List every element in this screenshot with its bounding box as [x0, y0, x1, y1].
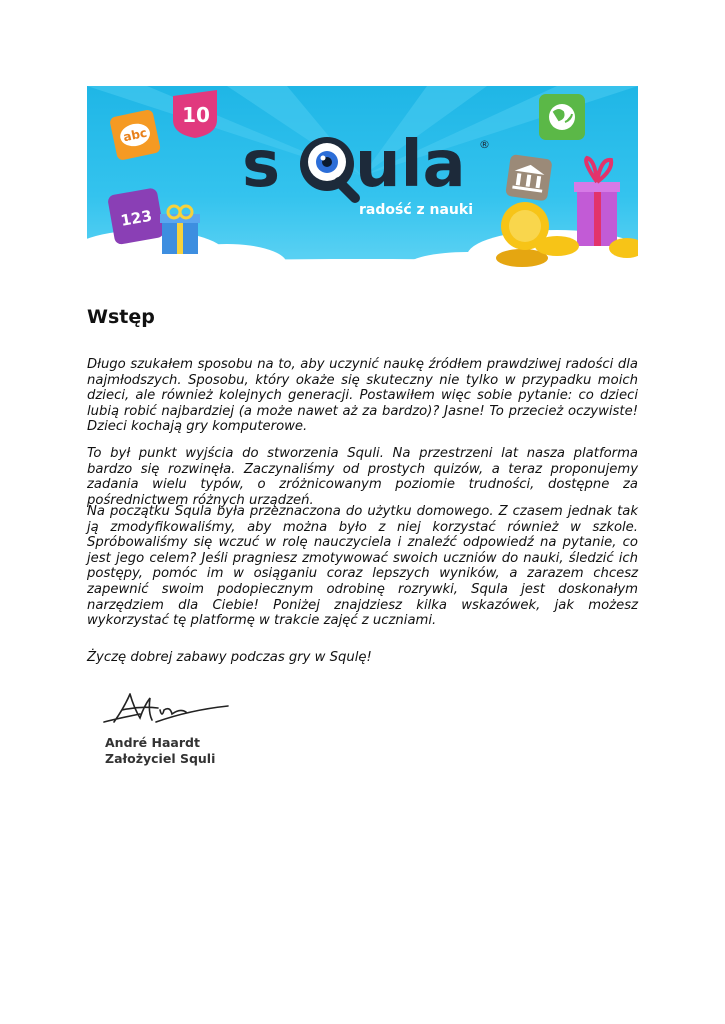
ten-badge-icon	[173, 90, 217, 138]
banner-illustration	[87, 86, 638, 269]
intro-paragraph: Na początku Squla była przeznaczona do użytku domowego. Z czasem jednak tak ją zmodyfikowaliśmy, aby można było z niej korzystać również w szkole. Spróbowaliśmy się wczuć w rolę nauczyciela i znaleźć odpowiedź na pytanie, co jest jego celem? Jeśli pragniesz zmotywować swoich uczniów do nauki, śledzić ich postępy, pomóc im w osiąganiu coraz lepszych wyników, a zarazem chcesz zapewnić swoim podopiecznym odrobinę rozrywki, Squla jest doskonałym narzędziem dla Ciebie! Poniżej znajdziesz kilka wskazówek, jak możesz wykorzystać tę platformę w trakcie zajęć z uczniami.	[87, 504, 638, 629]
author-name: André Haardt	[105, 735, 200, 750]
author-block	[105, 735, 215, 767]
closing-line: Życzę dobrej zabawy podczas gry w Squlę!	[87, 650, 372, 665]
svg-text:abc: abc	[121, 125, 149, 145]
abc-badge-icon	[109, 109, 161, 161]
svg-text:®: ®	[479, 138, 490, 151]
handwritten-signature	[100, 688, 230, 730]
intro-paragraph: Długo szukałem sposobu na to, aby uczynić naukę źródłem prawdziwej radości dla najmłodszych. Sposobu, który okaże się skuteczny nie tylko w przypadku moich dzieci, ale również kolejnych generacji. Postawiłem więc sobie pytanie: co dzieci lubią robić najbardziej (a może nawet aż za bardzo)? Jasne! To przecież oczywiste! Dzieci kochają gry komputerowe.	[87, 357, 638, 435]
museum-badge-icon	[505, 154, 552, 201]
numbers-badge-icon	[107, 187, 165, 245]
svg-text:ula: ula	[355, 128, 466, 202]
svg-text:s: s	[242, 128, 281, 202]
author-role: Założyciel Squli	[105, 751, 216, 766]
gift-icon	[574, 158, 620, 246]
page-title: Wstęp	[87, 306, 155, 328]
globe-badge-icon	[539, 94, 585, 140]
svg-text:radość z nauki: radość z nauki	[359, 202, 474, 218]
svg-text:10: 10	[182, 103, 210, 127]
header-banner	[87, 86, 638, 269]
svg-text:123: 123	[119, 206, 154, 230]
squla-logo	[242, 128, 490, 218]
intro-paragraph: To był punkt wyjścia do stworzenia Squli. Na przestrzeni lat nasza platforma bardzo się rozwinęła. Zaczynaliśmy od prostych quizów, a teraz proponujemy zadania wielu typów, o zróżnicowanym poziomie trudności, dostępne za pośrednictwem różnych urządzeń.	[87, 446, 638, 508]
gift-icon	[160, 206, 200, 254]
